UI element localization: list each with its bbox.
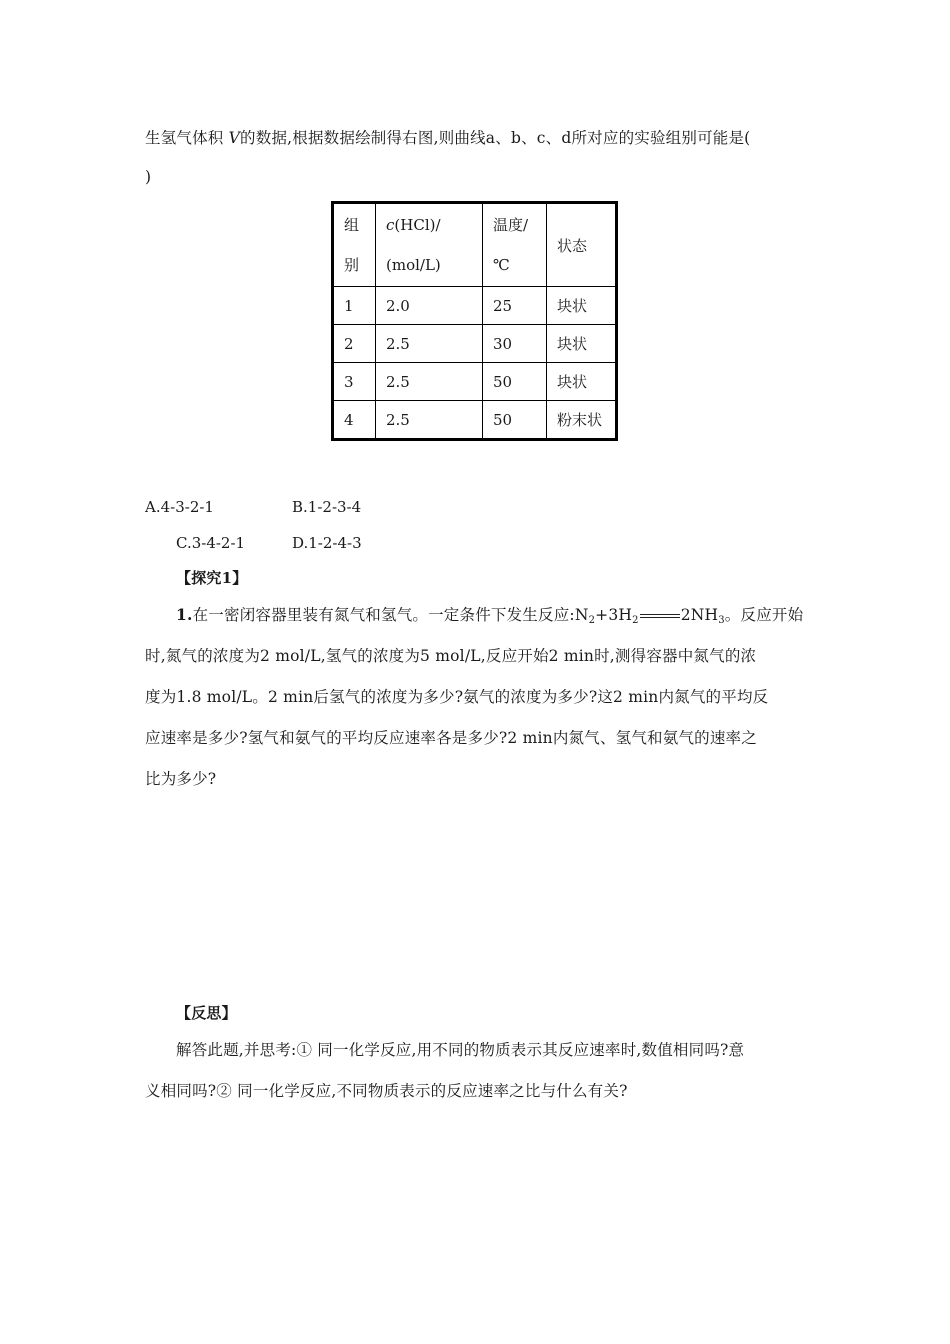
conc-variable: c xyxy=(386,216,395,234)
header-temperature xyxy=(483,203,547,287)
cell-group: 3 xyxy=(333,363,376,401)
header-group-bottom: 别 xyxy=(344,256,360,274)
cell-conc: 2.5 xyxy=(376,325,483,363)
cell-group: 1 xyxy=(333,287,376,325)
intro-text-end: 的数据,根据数据绘制得右图,则曲线a、b、c、d所对应的实验组别可能是( xyxy=(240,129,751,147)
cell-conc: 2.5 xyxy=(376,401,483,440)
cell-group: 4 xyxy=(333,401,376,440)
explore-text-3: 2NH xyxy=(680,606,719,624)
header-group xyxy=(333,203,376,287)
cell-temp: 25 xyxy=(483,287,547,325)
reflect-heading: 【反思】 xyxy=(176,1004,237,1022)
explore-line-2: 时,氮气的浓度为2 mol/L,氢气的浓度为5 mol/L,反应开始2 min时,测得容器中氮气的浓 xyxy=(145,647,757,665)
equals-sign-icon xyxy=(640,614,680,618)
conc-top-text: (HCl)/ xyxy=(394,216,441,234)
experiment-table xyxy=(331,201,618,441)
question-number: 1. xyxy=(176,605,193,624)
cell-temp: 30 xyxy=(483,325,547,363)
explore-line-1 xyxy=(176,605,803,625)
explore-text-4: 。反应开始 xyxy=(724,606,804,624)
header-concentration xyxy=(376,203,483,287)
explore-text-2: +3H xyxy=(595,606,633,624)
header-conc-bottom: (mol/L) xyxy=(386,256,441,274)
table-header-row xyxy=(333,203,617,287)
reflect-line-2: 义相同吗?② 同一化学反应,不同物质表示的反应速率之比与什么有关? xyxy=(145,1082,628,1100)
intro-text-start: 生氢气体积 xyxy=(145,129,229,147)
option-a: A.4-3-2-1 xyxy=(145,498,214,516)
header-conc-top xyxy=(386,215,482,235)
cell-state: 块状 xyxy=(547,325,617,363)
subscript-n2: 2 xyxy=(588,615,596,626)
header-group-top: 组 xyxy=(344,216,360,234)
cell-conc: 2.0 xyxy=(376,287,483,325)
cell-temp: 50 xyxy=(483,401,547,440)
cell-state: 块状 xyxy=(547,363,617,401)
table-row xyxy=(333,363,617,401)
table-row xyxy=(333,401,617,440)
intro-line-2: ) xyxy=(145,168,152,186)
cell-temp: 50 xyxy=(483,363,547,401)
cell-group: 2 xyxy=(333,325,376,363)
header-state: 状态 xyxy=(547,203,617,287)
explore-heading: 【探究1】 xyxy=(176,569,248,587)
table-row xyxy=(333,325,617,363)
cell-state: 粉末状 xyxy=(547,401,617,440)
reflect-line-1: 解答此题,并思考:① 同一化学反应,用不同的物质表示其反应速率时,数值相同吗?意 xyxy=(176,1041,745,1059)
subscript-h2: 2 xyxy=(632,615,639,626)
explore-line-5: 比为多少? xyxy=(145,770,217,788)
header-temp-bottom: ℃ xyxy=(493,256,510,274)
header-temp-top: 温度/ xyxy=(493,216,529,234)
option-c: C.3-4-2-1 xyxy=(176,534,246,552)
cell-conc: 2.5 xyxy=(376,363,483,401)
explore-line-4: 应速率是多少?氢气和氨气的平均反应速率各是多少?2 min内氮气、氢气和氨气的速率之 xyxy=(145,729,757,747)
option-b: B.1-2-3-4 xyxy=(292,498,362,516)
intro-line-1 xyxy=(145,128,750,148)
option-d: D.1-2-4-3 xyxy=(292,534,362,552)
volume-variable: V xyxy=(228,129,241,147)
cell-state: 块状 xyxy=(547,287,617,325)
subscript-nh3: 3 xyxy=(718,615,725,626)
table-row xyxy=(333,287,617,325)
explore-text-1: 在一密闭容器里装有氮气和氢气。一定条件下发生反应:N xyxy=(192,606,589,624)
explore-line-3: 度为1.8 mol/L。2 min后氢气的浓度为多少?氨气的浓度为多少?这2 min内氮气的平均反 xyxy=(145,688,769,706)
